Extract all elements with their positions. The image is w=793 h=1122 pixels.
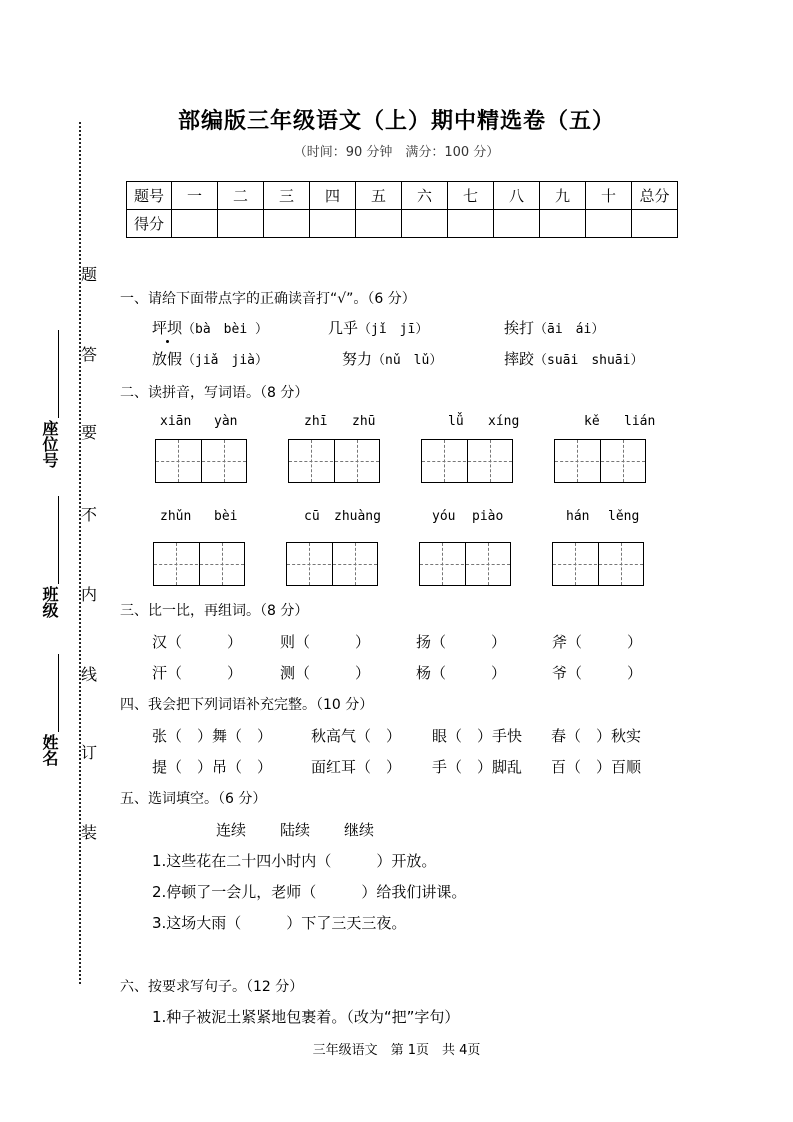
writing-grid[interactable] [153, 542, 245, 586]
q1-word: 努力 [342, 350, 373, 368]
q1-word: 几乎 [328, 319, 359, 337]
q3-blank[interactable]: 扬（ ） [416, 633, 507, 651]
q1-options: （āi ái） [534, 322, 605, 337]
q3-blank[interactable]: 爷（ ） [552, 664, 643, 682]
q4-idiom[interactable]: 手（ ）脚乱 [432, 758, 523, 776]
score-table-cell: 一 [172, 182, 218, 210]
score-table-header-row [127, 182, 678, 210]
score-table [126, 181, 678, 238]
word-choice: 继续 [344, 821, 375, 839]
binding-char: 不 [80, 505, 97, 524]
binding-dotted-line [79, 122, 81, 984]
class-label: 班级 [40, 586, 59, 618]
score-table-cell: 十 [586, 182, 632, 210]
binding-char: 装 [80, 823, 97, 842]
q5-sentence-3[interactable]: 3.这场大雨（ ）下了三天三夜。 [152, 914, 407, 932]
q1-item[interactable] [504, 317, 604, 338]
pinyin-label: zhǔn [160, 509, 192, 524]
writing-grid[interactable] [288, 439, 380, 483]
score-input-cell[interactable] [540, 210, 586, 238]
score-table-cell: 八 [494, 182, 540, 210]
q1-item[interactable] [504, 348, 643, 369]
pinyin-label: kě [584, 414, 600, 429]
score-table-cell: 三 [264, 182, 310, 210]
q1-word: 挨打 [504, 319, 535, 337]
score-input-cell[interactable] [632, 210, 678, 238]
binding-char: 题 [80, 265, 97, 284]
score-input-cell[interactable] [172, 210, 218, 238]
q3-blank[interactable]: 斧（ ） [552, 633, 643, 651]
score-table-cell: 四 [310, 182, 356, 210]
score-table-cell: 九 [540, 182, 586, 210]
score-table-cell: 六 [402, 182, 448, 210]
score-table-score-row [127, 210, 678, 238]
class-line[interactable] [58, 496, 59, 584]
q4-idiom[interactable]: 春（ ）秋实 [551, 727, 642, 745]
word-choice: 连续 [216, 821, 247, 839]
score-input-cell[interactable] [264, 210, 310, 238]
question-5-title: 五、选词填空。（6 分） [120, 791, 267, 807]
score-input-cell[interactable] [402, 210, 448, 238]
name-line[interactable] [58, 654, 59, 732]
q1-item[interactable] [152, 317, 268, 338]
binding-char: 要 [80, 423, 97, 442]
score-input-cell[interactable] [356, 210, 402, 238]
q1-word: 摔跤 [504, 350, 535, 368]
question-6-title: 六、按要求写句子。（12 分） [120, 979, 304, 995]
pinyin-label: xiān [160, 414, 192, 429]
writing-grid[interactable] [552, 542, 644, 586]
q4-idiom[interactable]: 面红耳（ ） [311, 758, 402, 776]
pinyin-label: zhī [304, 414, 328, 429]
question-4-title: 四、我会把下列词语补充完整。（10 分） [120, 697, 374, 713]
pinyin-label: xíng [488, 414, 520, 429]
pinyin-label: lián [624, 414, 656, 429]
seat-number-label: 座位号 [40, 420, 59, 468]
page-footer: 三年级语文 第 1页 共 4页 [312, 1043, 481, 1058]
q3-blank[interactable]: 汉（ ） [152, 633, 243, 651]
q1-item[interactable] [328, 317, 428, 338]
question-3-title: 三、比一比，再组词。（8 分） [120, 603, 309, 619]
word-choice: 陆续 [280, 821, 311, 839]
q1-item[interactable] [342, 348, 442, 369]
writing-grid[interactable] [421, 439, 513, 483]
writing-grid[interactable] [286, 542, 378, 586]
score-row-label: 得分 [127, 210, 172, 238]
binding-char: 订 [80, 743, 97, 762]
pinyin-label: zhū [352, 414, 376, 429]
pinyin-label: hán [566, 509, 590, 524]
seat-number-line[interactable] [58, 330, 59, 418]
q1-options: （nǔ lǔ） [372, 353, 443, 368]
writing-grid[interactable] [554, 439, 646, 483]
q1-item[interactable] [152, 348, 268, 369]
exam-info: （时间：90 分钟 满分：100 分） [293, 145, 500, 160]
score-table-cell: 二 [218, 182, 264, 210]
binding-char: 内 [80, 585, 97, 604]
score-input-cell[interactable] [494, 210, 540, 238]
page-title: 部编版三年级语文（上）期中精选卷（五） [177, 108, 615, 134]
binding-char: 答 [80, 345, 97, 364]
pinyin-label: yàn [214, 414, 238, 429]
score-table-cell: 五 [356, 182, 402, 210]
q1-options: （suāi shuāi） [534, 353, 644, 368]
pinyin-label: bèi [214, 509, 238, 524]
q1-options: （jǐ jī） [358, 322, 429, 337]
question-1-title: 一、请给下面带点字的正确读音打“√”。（6 分） [120, 291, 416, 307]
q1-options: （bà bèi ） [182, 322, 268, 337]
score-table-cell: 总分 [632, 182, 678, 210]
pinyin-label: yóu [432, 509, 456, 524]
q5-sentence-2[interactable]: 2.停顿了一会儿，老师（ ）给我们讲课。 [152, 883, 467, 901]
q5-sentence-1[interactable]: 1.这些花在二十四小时内（ ）开放。 [152, 852, 437, 870]
q3-blank[interactable]: 汗（ ） [152, 664, 243, 682]
q4-idiom[interactable]: 张（ ）舞（ ） [152, 727, 273, 745]
score-table-cell: 七 [448, 182, 494, 210]
pinyin-label: lěng [608, 509, 640, 524]
q1-word: 放假 [152, 350, 183, 368]
q1-options: （jiǎ jià） [182, 353, 268, 368]
score-input-cell[interactable] [586, 210, 632, 238]
name-label: 姓名 [40, 734, 59, 766]
q3-blank[interactable]: 杨（ ） [416, 664, 507, 682]
pinyin-label: cū [304, 509, 320, 524]
pinyin-label: zhuàng [334, 509, 381, 524]
writing-grid[interactable] [155, 439, 247, 483]
binding-char: 线 [80, 665, 97, 684]
q6-sentence-1[interactable]: 1.种子被泥土紧紧地包裹着。（改为“把”字句） [152, 1008, 460, 1026]
q1-word: 坪坝 [152, 319, 183, 337]
score-table-cell: 题号 [127, 182, 172, 210]
score-input-cell[interactable] [218, 210, 264, 238]
q4-idiom[interactable]: 提（ ）吊（ ） [152, 758, 273, 776]
q3-blank[interactable]: 测（ ） [280, 664, 371, 682]
writing-grid[interactable] [419, 542, 511, 586]
pinyin-label: piào [472, 509, 504, 524]
score-input-cell[interactable] [448, 210, 494, 238]
q4-idiom[interactable]: 百（ ）百顺 [551, 758, 642, 776]
score-input-cell[interactable] [310, 210, 356, 238]
question-2-title: 二、读拼音，写词语。（8 分） [120, 385, 309, 401]
q4-idiom[interactable]: 眼（ ）手快 [432, 727, 523, 745]
pinyin-label: lǚ [448, 414, 464, 429]
q3-blank[interactable]: 则（ ） [280, 633, 371, 651]
q4-idiom[interactable]: 秋高气（ ） [311, 727, 402, 745]
